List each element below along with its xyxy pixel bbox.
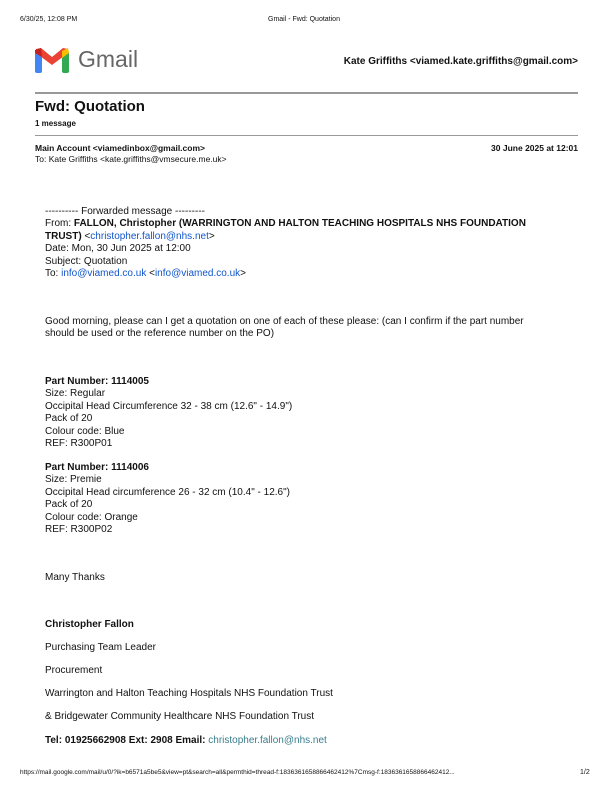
part-circumference: Occipital Head Circumference 32 - 38 cm (12.6" - 14.9") xyxy=(45,400,293,412)
from-name-cont: TRUST) xyxy=(45,230,82,242)
sender: Main Account <viamedinbox@gmail.com> xyxy=(35,143,205,153)
signature-tel: Tel: 01925662908 Ext: 2908 Email: xyxy=(45,735,209,746)
message-date: 30 June 2025 at 12:01 xyxy=(491,143,578,153)
recipient: To: Kate Griffiths <kate.griffiths@vmsecure.me.uk> xyxy=(35,154,227,164)
part-ref: REF: R300P02 xyxy=(45,524,113,536)
signature-org: Warrington and Halton Teaching Hospitals NHS Foundation Trust xyxy=(45,688,333,699)
intro-line: should be used or the reference number on the PO) xyxy=(45,328,275,340)
part-number: Part Number: 1114006 xyxy=(45,462,149,473)
from-email-link[interactable]: christopher.fallon@nhs.net xyxy=(90,230,209,242)
part-block xyxy=(45,376,292,450)
signature-contact xyxy=(45,735,327,747)
part-size: Size: Regular xyxy=(45,388,106,400)
divider xyxy=(35,92,578,94)
signature-org: & Bridgewater Community Healthcare NHS Foundation Trust xyxy=(45,711,315,722)
message-count: 1 message xyxy=(35,119,76,128)
signature-role: Purchasing Team Leader xyxy=(45,642,156,653)
closing: Many Thanks xyxy=(45,572,105,583)
part-colour: Colour code: Blue xyxy=(45,425,125,437)
intro-line: Good morning, please can I get a quotation on one of each of these please: (can I confirm if the part number xyxy=(45,316,524,327)
part-pack: Pack of 20 xyxy=(45,499,93,511)
forwarded-header: ---------- Forwarded message --------- From: FALLON, Christopher (WARRINGTON AND HALTON TEACHING HOSPITALS NHS FOUNDATION TRUST) <christopher.fallon@nhs.net> Date: Mon, 30 Jun 2025 at 12:00 Subject: Quotation To: info@viamed.co.uk <info@viamed.co.uk> xyxy=(45,206,526,280)
divider xyxy=(35,135,578,136)
signature-dept: Procurement xyxy=(45,665,103,676)
print-url: https://mail.google.com/mail/u/0/?ik=b6571a5be5&view=pt&search=all&permthid=thread-f:1836361658866462412%7Cmsg-f:1836361658866462412... xyxy=(20,769,455,776)
account-label: Kate Griffiths <viamed.kate.griffiths@gmail.com> xyxy=(343,56,578,67)
signature-email-link[interactable]: christopher.fallon@nhs.net xyxy=(208,735,327,746)
from-name: FALLON, Christopher (WARRINGTON AND HALTON TEACHING HOSPITALS NHS FOUNDATION xyxy=(73,218,526,230)
thread-subject: Fwd: Quotation xyxy=(35,98,145,115)
signature-name: Christopher Fallon xyxy=(45,619,134,630)
part-number: Part Number: 1114005 xyxy=(45,376,149,387)
message-header xyxy=(35,143,227,165)
part-pack: Pack of 20 xyxy=(45,413,93,425)
intro-paragraph xyxy=(45,316,524,341)
part-circumference: Occipital Head circumference 26 - 32 cm (10.4" - 12.6") xyxy=(45,486,290,498)
forwarded-subject: Subject: Quotation xyxy=(45,255,128,267)
part-block xyxy=(45,462,290,536)
from-label: From: xyxy=(45,218,74,230)
forwarded-divider: ---------- Forwarded message --------- xyxy=(45,206,205,217)
print-title: Gmail - Fwd: Quotation xyxy=(268,16,340,23)
print-datetime: 6/30/25, 12:08 PM xyxy=(20,16,78,23)
to-label: To: xyxy=(45,268,62,280)
forwarded-date: Date: Mon, 30 Jun 2025 at 12:00 xyxy=(45,243,191,255)
gmail-logo-icon xyxy=(35,47,69,78)
page-number: 1/2 xyxy=(580,769,590,776)
part-size: Size: Premie xyxy=(45,474,102,486)
gmail-logo-text: Gmail xyxy=(78,46,139,72)
part-colour: Colour code: Orange xyxy=(45,511,138,523)
to-email-link[interactable]: info@viamed.co.uk xyxy=(61,268,147,280)
part-ref: REF: R300P01 xyxy=(45,438,113,450)
to-email-link-2[interactable]: info@viamed.co.uk xyxy=(154,268,241,280)
